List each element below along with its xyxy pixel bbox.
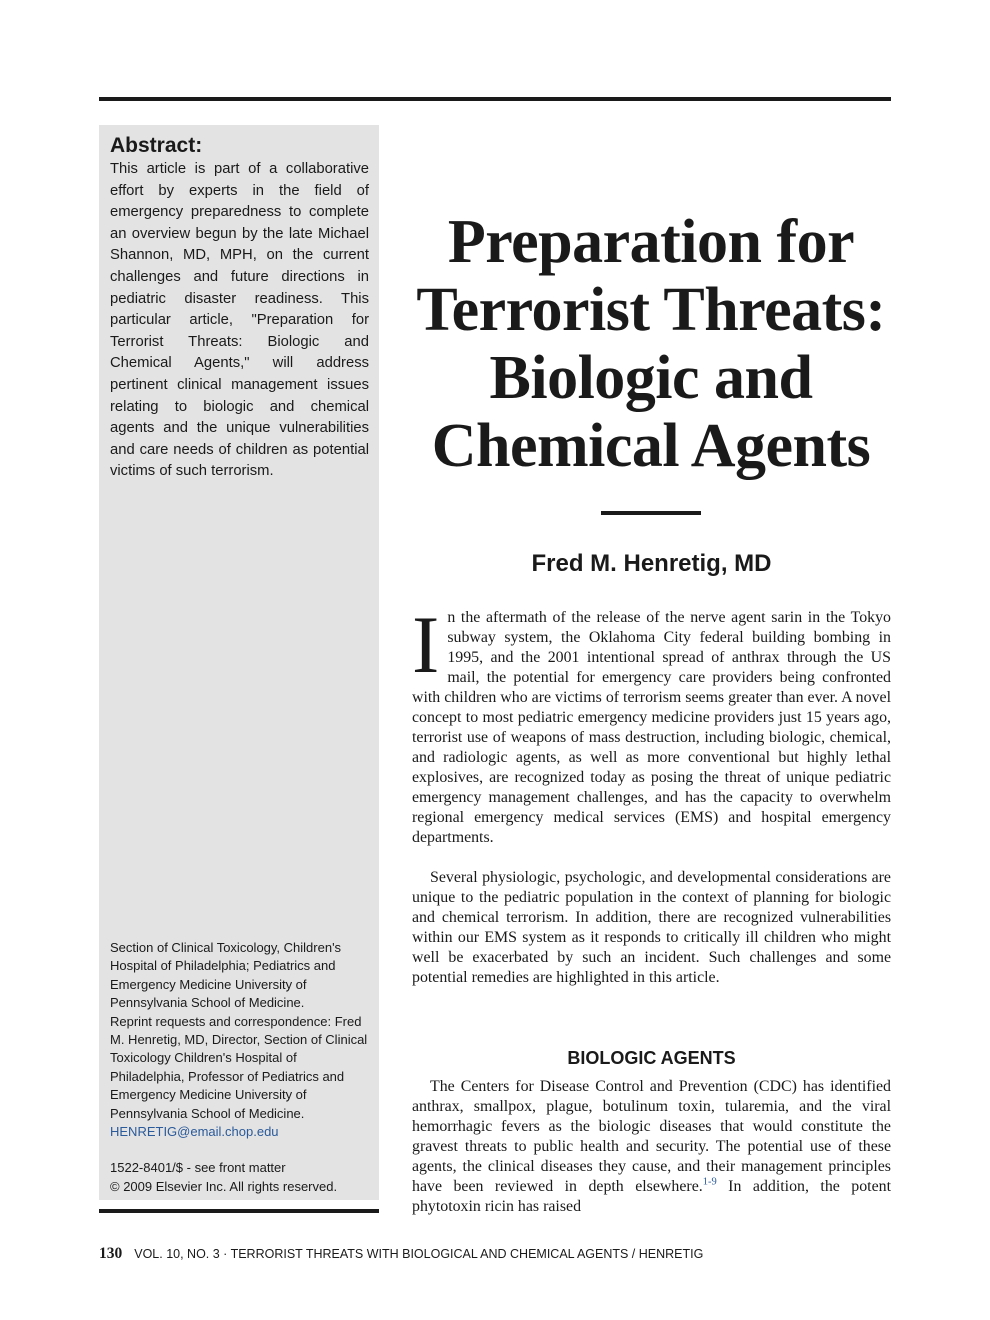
page-number: 130 [99, 1245, 123, 1262]
section-heading: BIOLOGIC AGENTS [567, 1048, 736, 1068]
abstract-text: This article is part of a collaborative effort by experts in the field of emergency preparedness to complete an overview begun by the late Michael Shannon, MD, MPH, on the current challenges and future directions in pediatric disaster readiness. This particular article, "Preparation for Terrorist Threats: Biologic and Chemical Agents," will address pertinent clinical management issues relating to biologic and chemical agents and the unique vulnerabilities and care needs of children as potential victims of such terrorism. [110, 161, 369, 480]
title-line: Terrorist Threats: [416, 276, 886, 344]
paragraph-text: n the aftermath of the release of the nerve agent sarin in the Tokyo subway system, the Oklahoma City federal building bombing in 1995, and the 2001 intentional spread of anthrax through the US mail, the potential for emergency care providers being confronted with children who are victims of terrorism seems greater than ever. A novel concept to most pediatric emergency medicine providers just 15 years ago, terrorist use of weapons of mass destruction, including biologic, chemical, and radiologic agents, as well as more conventional but highly lethal explosives, are recognized today as posing the threat of unique pediatric emergency management challenges, and has the capacity to overwhelm regional emergency medical services (EMS) and hospital emergency departments. [412, 609, 891, 846]
top-rule [99, 97, 891, 101]
author-name: Fred M. Henretig, MD [531, 550, 772, 577]
title-line: Biologic and [489, 344, 813, 412]
title-line: Chemical Agents [431, 412, 871, 480]
sidebar-bottom-rule [99, 1209, 379, 1213]
body-paragraph-3 [412, 1077, 891, 1217]
issn-text: 1522-8401/$ - see front matter [110, 1160, 286, 1176]
abstract-sidebar [99, 125, 379, 1200]
title-line: Preparation for [447, 208, 855, 276]
correspondence-text: Reprint requests and correspondence: Fred M. Henretig, MD, Director, Section of Clinical Toxicology Children's Hospital of Philadelphia, Professor of Pediatrics and Emergency Medicine University of Pennsylvania School of Medicine. [110, 1013, 368, 1121]
affiliation-text: Section of Clinical Toxicology, Children's Hospital of Philadelphia; Pediatrics and Emergency Medicine University of Pennsylvania School of Medicine. [110, 940, 342, 1011]
paragraph-text: The Centers for Disease Control and Prevention (CDC) has identified anthrax, smallpox, plague, botulinum toxin, tularemia, and the viral hemorrhagic fevers as the biologic diseases that would constitute the gravest threats to public health and security. The potential use of these agents, the clinical diseases they cause, and their management principles have been reviewed in depth elsewhere. [412, 1078, 891, 1195]
title-divider [601, 511, 701, 515]
reference-link[interactable]: 1-9 [702, 1176, 717, 1188]
body-paragraph-1 [412, 599, 891, 848]
body-paragraph-2: Several physiologic, psychologic, and developmental considerations are unique to the pediatric population in the context of planning for biologic and chemical terrorism. In addition, there are recognized vulnerabilities within our EMS system as it responds to critically ill children who might well be exacerbated by such an incident. Such challenges and some potential remedies are highlighted in this article. [412, 869, 891, 986]
drop-cap: I [412, 599, 440, 690]
article-title [405, 208, 897, 480]
author-email-link[interactable]: HENRETIG@email.chop.edu [110, 1124, 279, 1140]
running-head: VOL. 10, NO. 3 · TERRORIST THREATS WITH BIOLOGICAL AND CHEMICAL AGENTS / HENRETIG [134, 1247, 704, 1261]
paragraph-text: In addition, the potent phytotoxin ricin has raised [412, 1178, 892, 1215]
page-footer [99, 1244, 899, 1264]
affiliation-block [110, 939, 370, 1196]
copyright-text: © 2009 Elsevier Inc. All rights reserved. [110, 1178, 338, 1194]
abstract-heading: Abstract: [110, 134, 203, 157]
